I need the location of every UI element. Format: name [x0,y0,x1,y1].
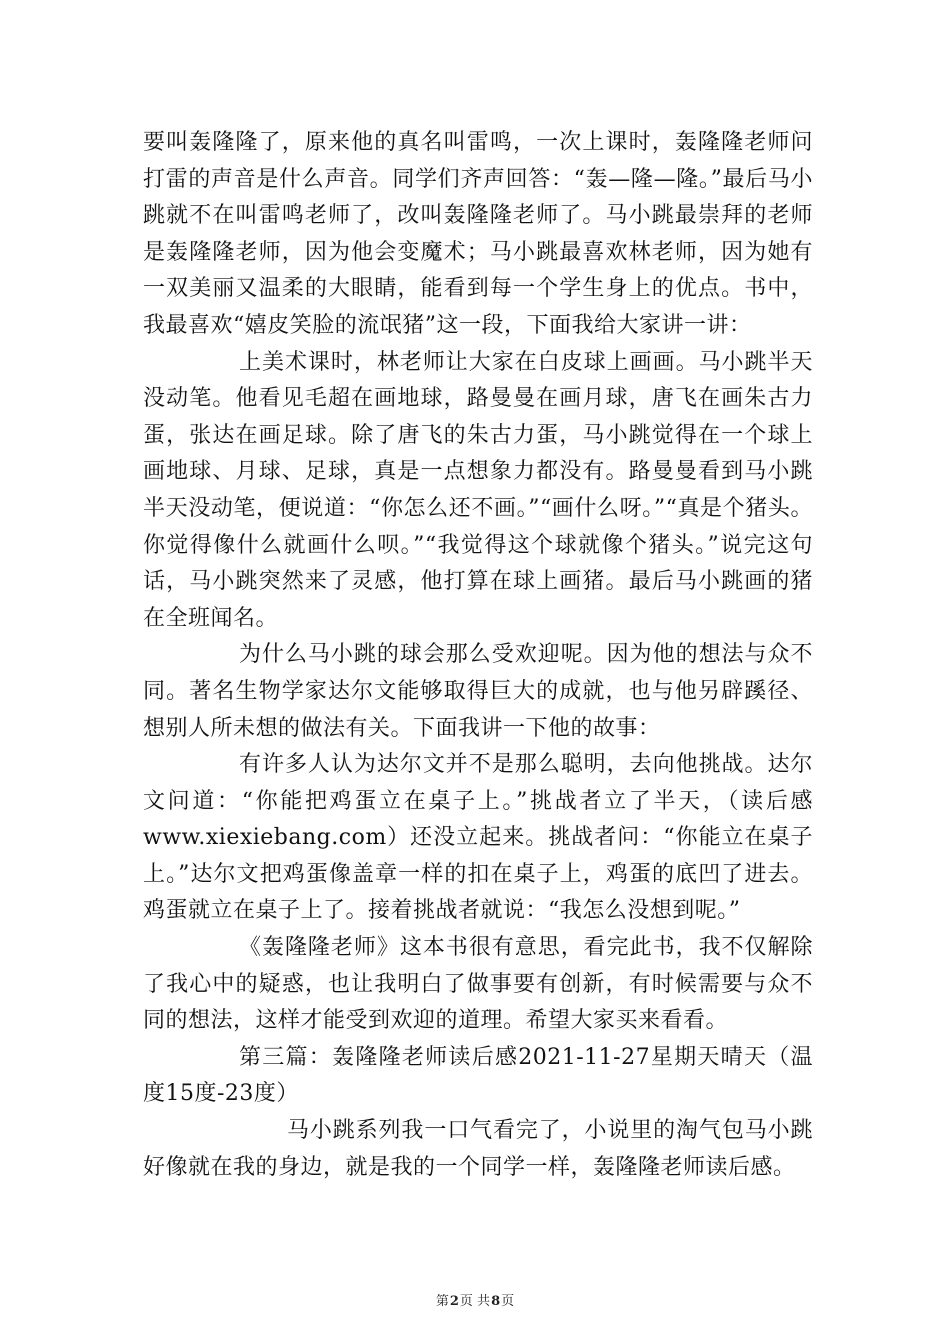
document-body [143,125,813,1186]
footer-page-number: 2 [449,1294,459,1309]
footer-middle: 页 共 [459,1294,491,1309]
page-footer [0,1290,950,1309]
footer-total-pages: 8 [491,1294,501,1309]
paragraph-3: 为什么马小跳的球会那么受欢迎呢。因为他的想法与众不同。著名生物学家达尔文能够取得巨大的成就，也与他另辟蹊径、想别人所未想的做法有关。下面我讲一下他的故事： [143,642,813,741]
footer-prefix: 第 [435,1294,449,1309]
paragraph-6: 马小跳系列我一口气看完了，小说里的淘气包马小跳好像就在我的身边，就是我的一个同学一样，轰隆隆老师读后感。 [143,1118,813,1180]
paragraph-4: 有许多人认为达尔文并不是那么聪明，去向他挑战。达尔文问道：“你能把鸡蛋立在桌子上。”挑战者立了半天，（读后感www.xiexiebang.com）还没立起来。挑战者问：“你能立在桌子上。”达尔文把鸡蛋像盖章一样的扣在桌子上，鸡蛋的底凹了进去。鸡蛋就立在桌子上了。接着挑战者就说：“我怎么没想到呢。” [143,752,813,924]
section-heading: 第三篇：轰隆隆老师读后感2021-11-27星期天晴天（温度15度-23度） [143,1044,813,1107]
paragraph-1: 要叫轰隆隆了，原来他的真名叫雷鸣，一次上课时，轰隆隆老师问打雷的声音是什么声音。同学们齐声回答：“轰—隆—隆。”最后马小跳就不在叫雷鸣老师了，改叫轰隆隆老师了。马小跳最崇拜的老师是轰隆隆老师，因为他会变魔术；马小跳最喜欢林老师，因为她有一双美丽又温柔的大眼睛，能看到每一个学生身上的优点。书中，我最喜欢“嬉皮笑脸的流氓猪”这一段，下面我给大家讲一讲： [143,130,813,338]
paragraph-5: 《轰隆隆老师》这本书很有意思，看完此书，我不仅解除了我心中的疑惑，也让我明白了做事要有创新，有时候需要与众不同的想法，这样才能受到欢迎的道理。希望大家买来看看。 [143,935,813,1034]
paragraph-2: 上美术课时，林老师让大家在白皮球上画画。马小跳半天没动笔。他看见毛超在画地球，路曼曼在画月球，唐飞在画朱古力蛋，张达在画足球。除了唐飞的朱古力蛋，马小跳觉得在一个球上画地球、月球、足球，真是一点想象力都没有。路曼曼看到马小跳半天没动笔，便说道：“你怎么还不画。”“画什么呀。”“真是个猪头。你觉得像什么就画什么呗。”“我觉得这个球就像个猪头。”说完这句话，马小跳突然来了灵感，他打算在球上画猪。最后马小跳画的猪在全班闻名。 [143,349,813,631]
footer-suffix: 页 [501,1294,515,1309]
